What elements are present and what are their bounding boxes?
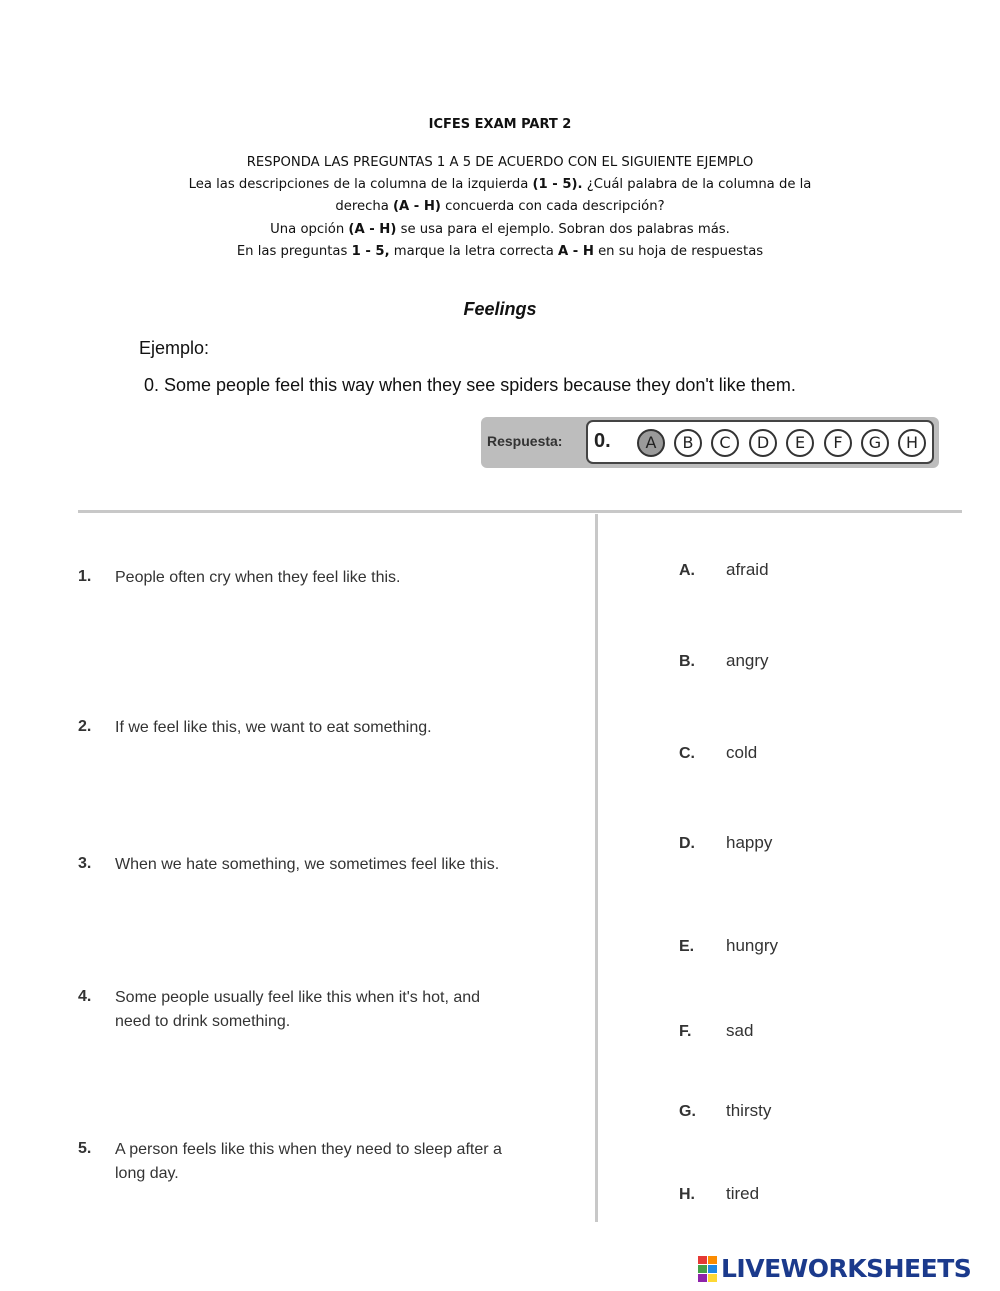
answer-label: Respuesta: xyxy=(487,433,563,449)
question-number: 3. xyxy=(78,855,92,872)
example-label: Ejemplo: xyxy=(139,338,210,358)
option-letter: E. xyxy=(679,938,695,955)
question-text: When we hate something, we sometimes feel like this. xyxy=(115,856,500,873)
option-word: happy xyxy=(726,833,773,852)
question-number: 5. xyxy=(78,1140,92,1157)
option-word: hungry xyxy=(726,936,778,955)
option-word: afraid xyxy=(726,560,769,579)
answer-bubble-a[interactable]: A xyxy=(637,429,665,457)
instruction-line-1: RESPONDA LAS PREGUNTAS 1 A 5 DE ACUERDO CON EL SIGUIENTE EJEMPLO xyxy=(246,155,754,170)
option-word: tired xyxy=(726,1184,760,1203)
instruction-line-4: Una opción (A - H) se usa para el ejemplo. Sobran dos palabras más. xyxy=(270,221,730,237)
section-title: Feelings xyxy=(463,299,537,319)
liveworksheets-logo xyxy=(698,1254,971,1283)
question-text: Some people usually feel like this when it's hot, and need to drink something. xyxy=(115,989,481,1030)
page-title: ICFES EXAM PART 2 xyxy=(428,117,572,132)
example-sentence: 0. Some people feel this way when they see spiders because they don't like them. xyxy=(144,375,796,395)
column-divider xyxy=(595,514,598,1222)
answer-bubble-e[interactable]: E xyxy=(786,429,814,457)
question-number: 1. xyxy=(78,568,92,585)
question-text: If we feel like this, we want to eat something. xyxy=(115,719,432,736)
answer-bubble-f[interactable]: F xyxy=(824,429,852,457)
answer-bubble-c[interactable]: C xyxy=(711,429,739,457)
option-letter: A. xyxy=(679,562,695,579)
answer-bubble-g[interactable]: G xyxy=(861,429,889,457)
question-text: A person feels like this when they need to sleep after a long day. xyxy=(115,1141,502,1182)
option-letter: B. xyxy=(679,653,695,670)
question-number: 4. xyxy=(78,988,92,1005)
instruction-line-2: Lea las descripciones de la columna de la izquierda (1 - 5). ¿Cuál palabra de la columna de la xyxy=(188,177,812,193)
answer-bubble-h[interactable]: H xyxy=(898,429,926,457)
option-word: thirsty xyxy=(726,1101,772,1120)
option-letter: G. xyxy=(679,1103,696,1120)
answer-number: 0. xyxy=(594,430,611,452)
logo-text: LIVEWORKSHEETS xyxy=(721,1254,972,1283)
option-letter: H. xyxy=(679,1186,695,1203)
instructions xyxy=(150,152,850,263)
question-number: 2. xyxy=(78,718,92,735)
option-letter: F. xyxy=(679,1023,692,1040)
horizontal-divider xyxy=(78,510,962,513)
option-letter: D. xyxy=(679,835,695,852)
logo-blocks-icon xyxy=(698,1256,717,1282)
answer-bubble-b[interactable]: B xyxy=(674,429,702,457)
instruction-line-5: En las preguntas 1 - 5, marque la letra correcta A - H en su hoja de respuestas xyxy=(236,243,764,259)
option-letter: C. xyxy=(679,745,695,762)
question-text: People often cry when they feel like this. xyxy=(115,569,401,586)
instruction-line-3: derecha (A - H) concuerda con cada descripción? xyxy=(335,199,665,215)
option-word: sad xyxy=(726,1021,754,1040)
option-word: cold xyxy=(726,743,758,762)
answer-bubble-d[interactable]: D xyxy=(749,429,777,457)
option-word: angry xyxy=(726,651,769,670)
